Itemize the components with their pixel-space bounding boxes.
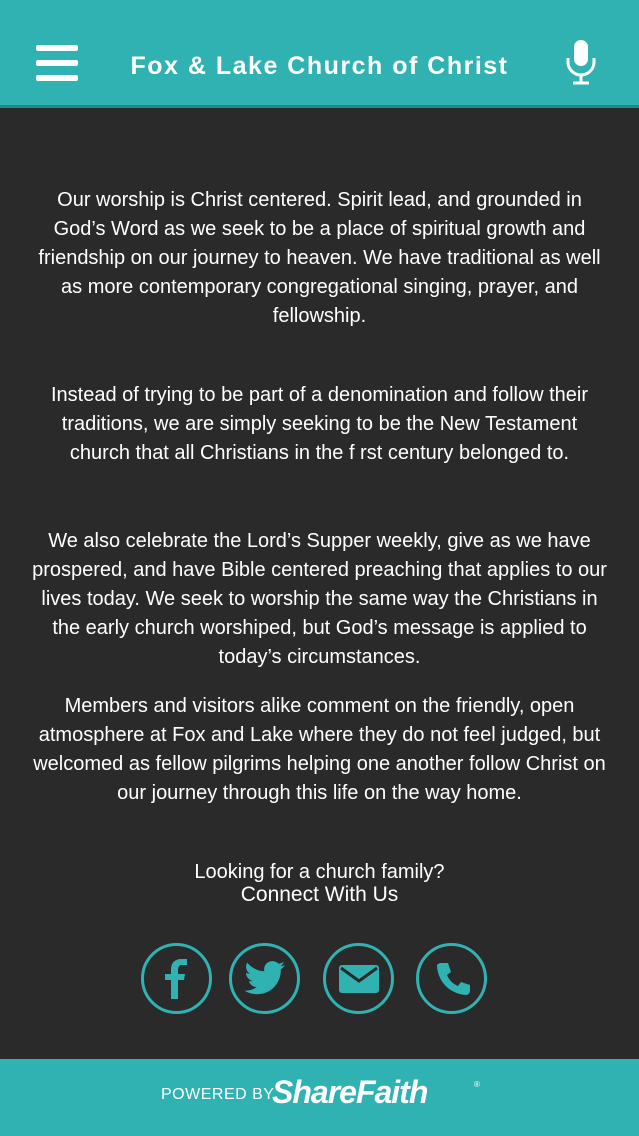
email-icon[interactable] [323, 943, 394, 1014]
microphone-icon[interactable] [563, 38, 599, 86]
registered-mark: ® [474, 1080, 480, 1089]
worship-paragraph: Our worship is Christ centered. Spirit lead, and grounded in God’s Word as we seek to be a place of spiritual growth and friendship on our journey to heaven. We have traditional as well as more contemporary congregational singing, prayer, and fellowship. [38, 189, 601, 327]
connect-heading: Connect With Us [240, 883, 399, 906]
facebook-icon[interactable] [141, 943, 212, 1014]
page-title: Fox & Lake Church of Christ [130, 52, 509, 80]
phone-icon[interactable] [416, 943, 487, 1014]
sharefaith-logo[interactable]: ShareFaith [272, 1074, 428, 1110]
powered-by-label: POWERED BY [161, 1086, 275, 1103]
church-family-paragraph: Looking for a church family? [194, 861, 445, 883]
denomination-paragraph: Instead of trying to be part of a denomination and follow their traditions, we are simply seeking to be the New Testament church that all Christians in the f rst century belonged to. [50, 384, 588, 464]
content-scroll-area[interactable] [0, 108, 639, 883]
visitors-paragraph: Members and visitors alike comment on the friendly, open atmosphere at Fox and Lake where they do not feel judged, but welcomed as fellow pilgrims helping one another follow Christ on our journey through this life on the way home. [33, 695, 606, 804]
app-header [0, 0, 639, 108]
social-links [0, 943, 639, 1019]
lords-supper-paragraph: We also celebrate the Lord’s Supper weekly, give as we have prospered, and have Bible centered preaching that applies to our lives today. We seek to worship the same way the Christians in the early church worshiped, but God’s message is applied to today’s circumstances. [32, 530, 607, 668]
twitter-icon[interactable] [229, 943, 300, 1014]
menu-bar [36, 45, 78, 51]
